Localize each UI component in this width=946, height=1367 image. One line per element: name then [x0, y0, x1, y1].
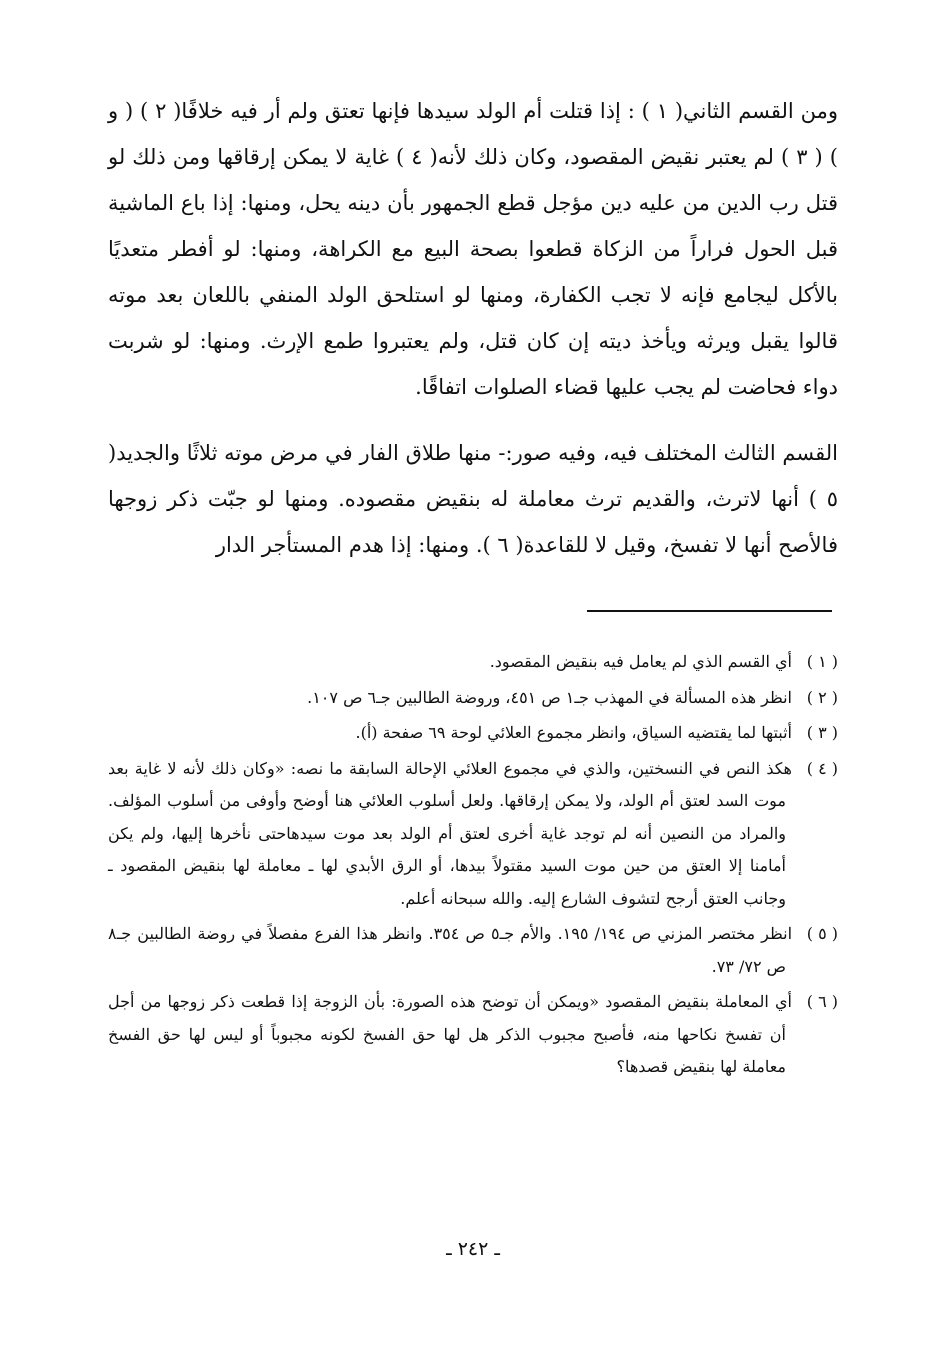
footnote-number: ( ٣ ) — [806, 723, 838, 742]
footnote-text: أي المعاملة بنقيض المقصود «ويمكن أن توضح هذه الصورة: بأن الزوجة إذا قطعت ذكر زوجها من أجل أن تفسخ نكاحها منه، فأصبح مجبوب الذكر هل لها حق الفسخ لكونه مجبوباً أو ليس لها حق الفسخ معاملة لها بنقيض قصدها؟ — [108, 992, 792, 1076]
footnote-number: ( ٢ ) — [806, 687, 838, 707]
footnote-text: أثبتها لما يقتضيه السياق، وانظر مجموع العلائي لوحة ٦٩ صفحة (أ). — [355, 723, 792, 742]
footnote-text: انظر هذه المسألة في المهذب جـ١ ص ٤٥١، وروضة الطالبين جـ٦ ص ١٠٧. — [307, 687, 792, 707]
footnote-2 — [108, 682, 838, 715]
footnote-3 — [108, 717, 838, 750]
footnote-text: أي القسم الذي لم يعامل فيه بنقيض المقصود. — [489, 652, 792, 671]
footnote-divider — [587, 610, 832, 612]
footnote-text: هكذ النص في النسختين، والذي في مجموع العلائي الإحالة السابقة ما نصه: «وكان ذلك لأنه لا غاية بعد موت السد لعتق أم الولد، ولا يمكن إرقاقها. ولعل أسلوب العلائي هنا أوضح وأوفى من أسلوب المؤلف. والمراد من النصين أنه لم توجد غاية أخرى لعتق أم الولد بعد موت سيدهاحتى نأخرها إليها، ولم يكن أمامنا إلا العتق من حين موت السيد مقتولاً بيدها، أو الرق الأبدي لها ـ معاملة لها بنقيض المقصود ـ وجانب العتق أرجح لتشوف الشارع إليه. والله سبحانه أعلم. — [108, 758, 792, 908]
footnote-text: انظر مختصر المزني ص ١٩٤/ ١٩٥. والأم جـ٥ ص ٣٥٤. وانظر هذا الفرع مفصلاً في روضة الطالبين جـ٨ ص ٧٢/ ٧٣. — [108, 924, 793, 976]
footnote-4 — [108, 753, 838, 916]
footnote-number: ( ٦ ) — [806, 992, 838, 1011]
page-number: ـ ٢٤٢ ـ — [446, 1238, 500, 1260]
footnote-number: ( ٥ ) — [806, 924, 839, 943]
body-paragraph-1: ومن القسم الثاني( ١ ) : إذا قتلت أم الولد سيدها فإنها تعتق ولم أر فيه خلافًا( ٢ ) ( و ) ( ٣ ) لم يعتبر نقيض المقصود، وكان ذلك لأنه( ٤ ) غاية لا يمكن إرقاقها ومن ذلك لو قتل رب الدين من عليه دين مؤجل قطع الجمهور بأن دينه يحل، ومنها: إذا باع الماشية قبل الحول فراراً من الزكاة قطعوا بصحة البيع مع الكراهة، ومنها: لو أفطر متعديًا بالأكل ليجامع فإنه لا تجب الكفارة، ومنها لو استلحق الولد المنفي باللعان بعد موته قالوا يقبل ويرثه ويأخذ ديته إن كان قتل، ولم يعتبروا طمع الإرث. ومنها: لو شربت دواء فحاضت لم يجب عليها قضاء الصلوات اتفاقًا. — [108, 99, 839, 399]
main-text — [108, 88, 838, 568]
footnote-1 — [108, 646, 838, 679]
footnotes-section — [108, 646, 838, 1087]
footnote-number: ( ١ ) — [806, 652, 838, 671]
footnote-5 — [108, 918, 838, 983]
footnote-6 — [108, 986, 838, 1084]
footnote-number: ( ٤ ) — [806, 758, 838, 778]
body-paragraph-2: القسم الثالث المختلف فيه، وفيه صور:- منها طلاق الفار في مرض موته ثلاثًا والجديد( ٥ ) أنها لاترث، والقديم ترث معاملة له بنقيض مقصوده. ومنها لو جبّت ذكر زوجها فالأصح أنها لا تفسخ، وقيل لا للقاعدة( ٦ ). ومنها: إذا هدم المستأجر الدار — [108, 441, 838, 557]
